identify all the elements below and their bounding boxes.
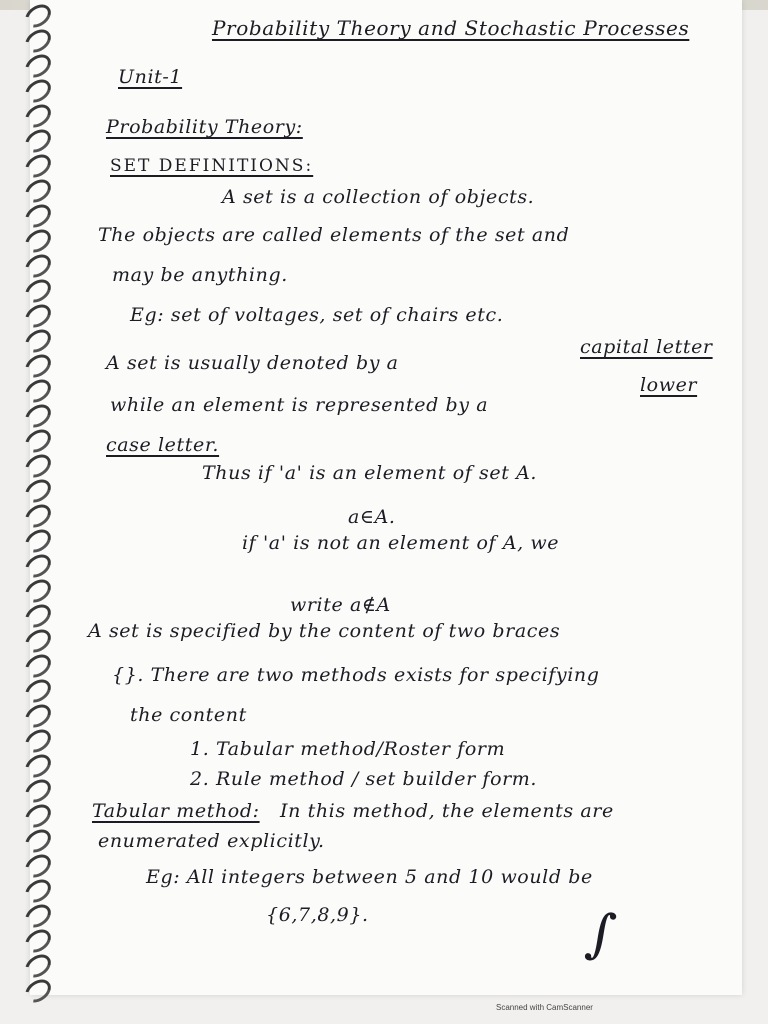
subtitle: Probability Theory: <box>106 116 303 138</box>
spiral-ring <box>21 450 55 482</box>
spiral-ring <box>21 25 55 57</box>
notebook-spiral <box>0 0 52 1000</box>
spiral-ring <box>21 125 55 157</box>
note-formula: write a∉A <box>290 594 391 616</box>
note-formula: a∈A. <box>348 506 396 528</box>
spiral-ring <box>21 175 55 207</box>
note-line: A set is specified by the content of two braces <box>88 620 561 642</box>
notebook-page <box>30 0 742 995</box>
spiral-ring <box>21 200 55 232</box>
spiral-ring <box>21 150 55 182</box>
scan-watermark: Scanned with CamScanner <box>496 1003 593 1012</box>
spiral-ring <box>21 575 55 607</box>
spiral-ring <box>21 550 55 582</box>
note-line: {}. There are two methods exists for specifying <box>112 664 600 686</box>
note-emphasis: case letter. <box>106 434 220 456</box>
spiral-ring <box>21 225 55 257</box>
spiral-ring <box>21 600 55 632</box>
note-emphasis: Tabular method: <box>92 800 260 822</box>
list-item: 2. Rule method / set builder form. <box>190 768 538 790</box>
note-line: A set is a collection of objects. <box>222 186 535 208</box>
page-title: Probability Theory and Stochastic Processes <box>212 16 690 40</box>
spiral-ring <box>21 0 55 32</box>
spiral-ring <box>21 725 55 757</box>
spiral-ring <box>21 650 55 682</box>
spiral-ring <box>21 950 55 982</box>
spiral-ring <box>21 975 55 1007</box>
list-item: 1. Tabular method/Roster form <box>190 738 506 760</box>
integral-mark: ∫ <box>582 900 620 967</box>
spiral-ring <box>21 750 55 782</box>
spiral-ring <box>21 500 55 532</box>
spiral-ring <box>21 425 55 457</box>
spiral-ring <box>21 900 55 932</box>
note-line: while an element is represented by a <box>110 394 489 416</box>
spiral-ring <box>21 325 55 357</box>
note-line: A set is usually denoted by a <box>106 352 399 374</box>
spiral-ring <box>21 375 55 407</box>
spiral-ring <box>21 525 55 557</box>
spiral-ring <box>21 800 55 832</box>
note-line: Eg: set of voltages, set of chairs etc. <box>130 304 504 326</box>
note-line: In this method, the elements are <box>280 800 614 822</box>
spiral-ring <box>21 700 55 732</box>
section-heading: SET DEFINITIONS: <box>110 156 314 176</box>
note-emphasis: lower <box>640 374 698 396</box>
spiral-ring <box>21 100 55 132</box>
note-line: if 'a' is not an element of A, we <box>242 532 560 554</box>
note-formula: {6,7,8,9}. <box>266 904 369 926</box>
note-emphasis: capital letter <box>580 336 713 358</box>
spiral-ring <box>21 625 55 657</box>
spiral-ring <box>21 925 55 957</box>
spiral-ring <box>21 400 55 432</box>
unit-heading: Unit-1 <box>118 66 183 88</box>
spiral-ring <box>21 875 55 907</box>
note-line: Eg: All integers between 5 and 10 would be <box>146 866 593 888</box>
note-line: the content <box>130 704 247 726</box>
note-line: enumerated explicitly. <box>98 830 325 852</box>
note-line: Thus if 'a' is an element of set A. <box>202 462 538 484</box>
spiral-ring <box>21 275 55 307</box>
note-line: may be anything. <box>112 264 288 286</box>
spiral-ring <box>21 775 55 807</box>
spiral-ring <box>21 350 55 382</box>
spiral-ring <box>21 675 55 707</box>
spiral-ring <box>21 250 55 282</box>
spiral-ring <box>21 300 55 332</box>
note-line: The objects are called elements of the set and <box>98 224 570 246</box>
spiral-ring <box>21 475 55 507</box>
spiral-ring <box>21 75 55 107</box>
spiral-ring <box>21 850 55 882</box>
spiral-ring <box>21 50 55 82</box>
spiral-ring <box>21 825 55 857</box>
